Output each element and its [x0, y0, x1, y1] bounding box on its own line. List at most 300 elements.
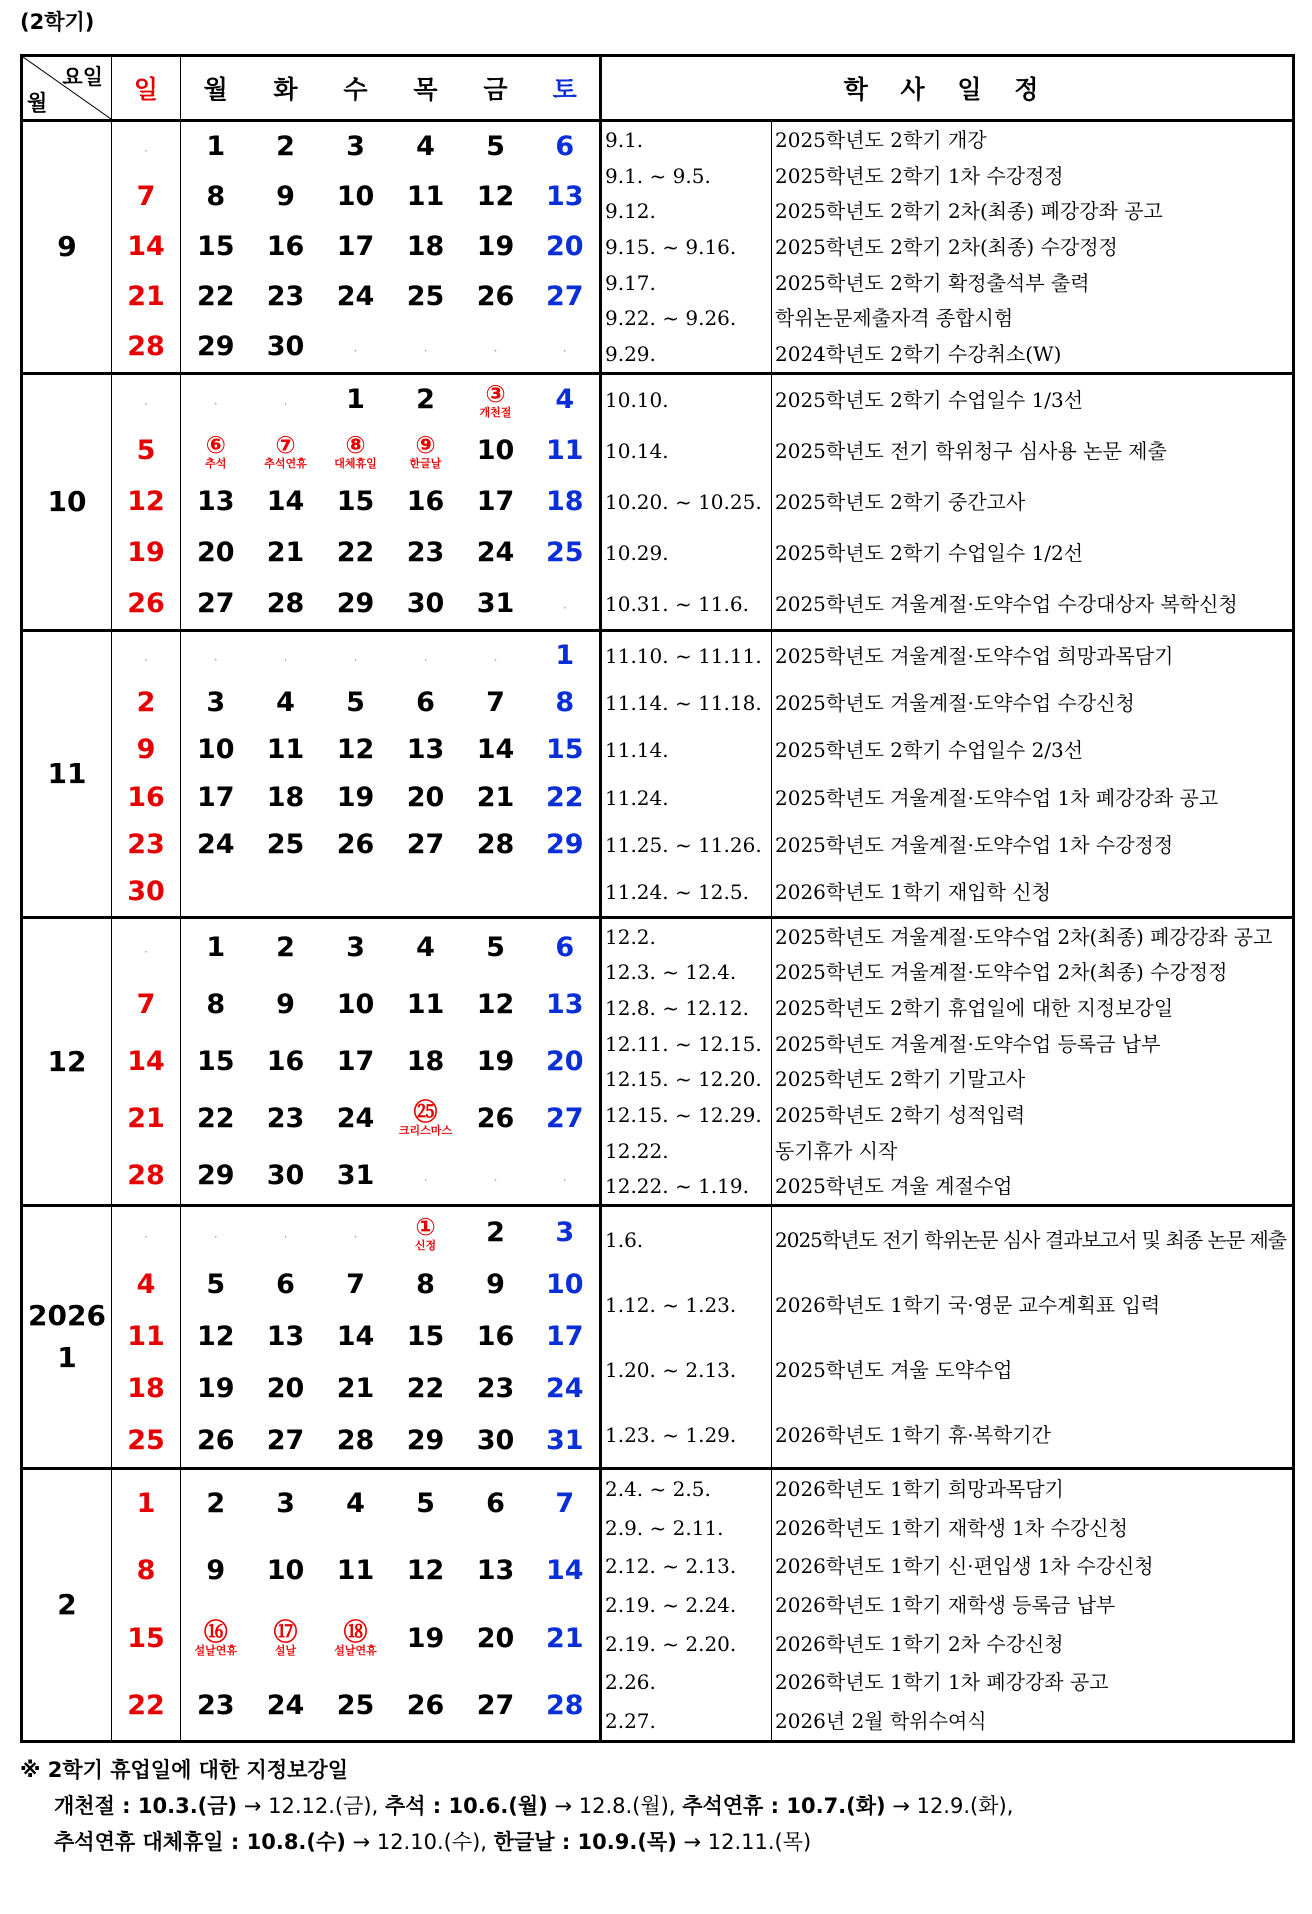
day-cell: 5: [206, 1269, 226, 1300]
event-description: 2026학년도 1학기 재학생 1차 수강신청: [775, 1515, 1128, 1540]
day-cell: 26: [476, 281, 515, 312]
event-description: 2026학년도 1학기 휴·복학기간: [775, 1422, 1051, 1447]
event-date: 2.12. ~ 2.13.: [605, 1554, 737, 1579]
day-cell: 26: [336, 828, 375, 860]
day-stack: [391, 1207, 461, 1467]
day-stack: [112, 375, 180, 629]
day-cell: 23: [266, 1102, 305, 1134]
empty-day-dot: ·: [283, 1230, 288, 1244]
day-column: [391, 1469, 461, 1742]
day-stack: [321, 632, 391, 916]
event-description: 2025학년도 겨울계절·도약수업 희망과목담기: [775, 643, 1174, 668]
day-cell: 24: [545, 1373, 584, 1404]
day-column: [391, 918, 461, 1206]
day-cell: [391, 636, 461, 676]
day-cell: 7: [136, 988, 156, 1020]
event-date: 2.4. ~ 2.5.: [605, 1477, 711, 1502]
day-cell: 9: [486, 1269, 505, 1300]
event-date: 12.22. ~ 1.19.: [605, 1174, 749, 1199]
event-dates-stack: [602, 1470, 771, 1740]
day-cell: 18: [406, 1045, 445, 1077]
day-column: [321, 374, 391, 631]
holiday-mark: [251, 431, 321, 471]
day-column: [251, 918, 321, 1206]
note-line-2: [20, 1824, 1013, 1860]
day-cell: [112, 1213, 180, 1253]
day-cell: 12: [127, 485, 165, 517]
event-dates-stack: [602, 632, 771, 916]
event-date: 9.17.: [605, 270, 656, 295]
day-cell: 20: [196, 536, 235, 568]
day-cell: 26: [406, 1690, 445, 1722]
day-cell: 29: [406, 1425, 445, 1456]
holiday-name: 대체휴일: [334, 456, 377, 470]
holiday-name: 설날: [274, 1644, 297, 1658]
day-cell: 4: [416, 131, 435, 162]
empty-day-dot: ·: [144, 144, 148, 158]
day-cell: [112, 928, 180, 968]
day-cell: 6: [555, 931, 575, 963]
day-stack: [321, 1207, 391, 1467]
event-date: 10.10.: [605, 388, 669, 413]
event-dates-column: [601, 1206, 772, 1469]
day-cell: [251, 1213, 321, 1253]
day-cell: 5: [136, 435, 156, 467]
semester-label: (2학기): [20, 10, 95, 34]
event-date: 12.3. ~ 12.4.: [605, 960, 737, 985]
day-cell: 13: [266, 1321, 305, 1352]
day-cell: 17: [196, 781, 235, 813]
holiday-mark: [251, 1619, 321, 1659]
holiday-day-cell: [321, 431, 391, 471]
day-cell: 5: [416, 1487, 435, 1519]
blank-day-cell: [251, 872, 321, 912]
event-date: 1.20. ~ 2.13.: [605, 1357, 737, 1382]
header-fri: 금: [461, 56, 531, 121]
empty-day-dot: ·: [562, 344, 567, 358]
day-cell: 8: [206, 181, 226, 212]
day-cell: 19: [196, 1373, 235, 1404]
day-cell: 22: [196, 1102, 235, 1134]
event-date: 11.24. ~ 12.5.: [605, 880, 749, 905]
day-cell: [321, 1213, 391, 1253]
day-cell: [391, 1156, 461, 1196]
header-row: [22, 56, 1294, 121]
day-stack: [251, 375, 321, 629]
day-stack: [112, 919, 180, 1204]
day-cell: 21: [266, 536, 305, 568]
event-dates-column: [601, 918, 772, 1206]
day-cell: 18: [406, 231, 445, 262]
month-label: [22, 918, 112, 1206]
day-cell: 1: [206, 931, 226, 963]
day-stack: [251, 1470, 321, 1740]
day-cell: 24: [336, 1102, 375, 1134]
day-cell: 15: [545, 734, 584, 766]
day-cell: 14: [476, 734, 515, 766]
day-cell: 24: [336, 281, 375, 312]
day-stack: [181, 1207, 251, 1467]
event-description: 2026학년도 1학기 희망과목담기: [775, 1477, 1064, 1502]
event-descriptions-stack: [772, 375, 1292, 629]
day-cell: 23: [127, 828, 165, 860]
event-descriptions-column: [772, 1206, 1294, 1469]
day-cell: 14: [336, 1321, 375, 1352]
event-description: 동기휴가 시작: [775, 1138, 898, 1163]
event-description: 2025학년도 2학기 수업일수 2/3선: [775, 738, 1084, 763]
event-date: 1.6.: [605, 1227, 644, 1252]
day-cell: [321, 636, 391, 676]
day-cell: 20: [476, 1622, 515, 1654]
day-stack: [181, 632, 251, 916]
day-column: [391, 1206, 461, 1469]
header-events-title: 학 사 일 정: [601, 56, 1294, 121]
day-cell: 11: [266, 734, 305, 766]
holiday-day-cell: [391, 431, 461, 471]
day-stack: [461, 375, 531, 629]
event-description: 2025학년도 겨울계절·도약수업 2차(최종) 수강정정: [775, 960, 1228, 985]
holiday-mark: [461, 380, 531, 420]
day-stack: [321, 122, 391, 372]
event-description: 2025학년도 겨울 도약수업: [775, 1357, 1013, 1382]
empty-day-dot: ·: [283, 397, 288, 412]
day-cell: 24: [196, 828, 235, 860]
day-cell: 19: [476, 231, 515, 262]
empty-day-dot: ·: [493, 344, 498, 358]
day-cell: 23: [406, 536, 445, 568]
event-descriptions-stack: [772, 1207, 1292, 1467]
day-stack: [181, 122, 251, 372]
holiday-name: 개천절: [479, 405, 512, 419]
holiday-circled-date: ㉕: [413, 1098, 438, 1126]
day-cell: 4: [346, 1487, 365, 1519]
day-cell: 20: [266, 1373, 305, 1404]
day-stack: [321, 919, 391, 1204]
day-cell: 9: [276, 181, 295, 212]
empty-day-dot: ·: [353, 652, 358, 667]
day-column: [112, 1206, 181, 1469]
day-column: [112, 374, 181, 631]
day-cell: 19: [406, 1622, 445, 1654]
day-column: [251, 121, 321, 374]
holiday-name: 설날연휴: [334, 1644, 377, 1658]
day-cell: 18: [545, 485, 584, 517]
month-label: [22, 1469, 112, 1742]
day-cell: 11: [545, 435, 584, 467]
event-description: 2024학년도 2학기 수강취소(W): [775, 342, 1062, 367]
holiday-day-cell: [461, 380, 531, 420]
day-stack: [531, 632, 600, 916]
day-cell: 15: [336, 485, 375, 517]
holiday-day-cell: [251, 1619, 321, 1659]
day-cell: 3: [346, 131, 365, 162]
day-stack: [251, 919, 321, 1204]
event-description: 2025학년도 2학기 2차(최종) 수강정정: [775, 234, 1118, 259]
day-cell: [531, 327, 600, 367]
note-gaecheonjeol-makeup: → 12.12.(금),: [237, 1794, 385, 1818]
day-column: [321, 1469, 391, 1742]
day-stack: [461, 919, 531, 1204]
blank-day-cell: [391, 872, 461, 912]
day-cell: 17: [476, 485, 515, 517]
empty-day-dot: ·: [213, 1230, 218, 1244]
event-description: 2026학년도 1학기 국·영문 교수계획표 입력: [775, 1292, 1161, 1317]
event-dates-column: [601, 631, 772, 918]
empty-day-dot: ·: [562, 600, 567, 615]
event-description: 2026학년도 1학기 신·편입생 1차 수강신청: [775, 1554, 1154, 1579]
corner-month-label: 월: [27, 91, 48, 115]
day-cell: 31: [336, 1159, 375, 1191]
event-description: 2025학년도 2학기 수업일수 1/2선: [775, 540, 1084, 565]
holiday-circled-date: ⑨: [415, 430, 436, 459]
day-cell: 2: [206, 1487, 226, 1519]
note-line-1: [20, 1788, 1013, 1824]
day-stack: [531, 375, 600, 629]
holiday-mark: [321, 431, 391, 471]
day-cell: 27: [545, 281, 584, 312]
day-cell: 2: [276, 131, 295, 162]
holiday-name: 한글날: [409, 456, 442, 470]
day-column: [181, 631, 251, 918]
day-column: [251, 631, 321, 918]
month-row: [22, 1469, 1294, 1742]
day-cell: 21: [127, 1102, 165, 1134]
day-cell: 28: [127, 331, 165, 362]
event-description: 2025학년도 2학기 중간고사: [775, 489, 1026, 514]
day-column: [251, 374, 321, 631]
day-cell: 31: [545, 1425, 584, 1456]
event-date: 11.10. ~ 11.11.: [605, 643, 762, 668]
holiday-circled-date: ①: [415, 1212, 436, 1241]
day-cell: 26: [196, 1425, 235, 1456]
empty-day-dot: ·: [144, 944, 148, 959]
day-column: [461, 1206, 531, 1469]
event-dates-stack: [602, 919, 771, 1204]
event-date: 10.14.: [605, 439, 669, 464]
day-cell: 12: [476, 988, 515, 1020]
day-stack: [181, 919, 251, 1204]
day-cell: [251, 380, 321, 420]
event-dates-stack: [602, 1207, 771, 1467]
day-cell: 16: [406, 485, 445, 517]
holiday-day-cell: [391, 1099, 461, 1139]
day-cell: 16: [266, 231, 305, 262]
day-cell: 13: [196, 485, 235, 517]
month-label-line: 10: [47, 485, 87, 518]
day-cell: 6: [416, 686, 435, 718]
day-cell: [181, 636, 251, 676]
day-cell: 23: [266, 281, 305, 312]
month-label-line: 9: [57, 230, 77, 263]
header-sun: 일: [112, 56, 181, 121]
empty-day-dot: ·: [423, 1172, 428, 1187]
day-cell: [112, 127, 180, 167]
empty-day-dot: ·: [283, 652, 288, 667]
event-date: 10.31. ~ 11.6.: [605, 591, 749, 616]
empty-day-dot: ·: [144, 1230, 148, 1244]
day-cell: 13: [545, 181, 584, 212]
event-description: 2025학년도 전기 학위논문 심사 결과보고서 및 최종 논문 제출: [775, 1227, 1287, 1252]
day-cell: 5: [486, 931, 505, 963]
holiday-mark: [181, 1619, 251, 1659]
day-cell: 19: [127, 536, 165, 568]
note-hangeulnal-makeup: → 12.11.(목): [676, 1830, 812, 1854]
day-column: [181, 918, 251, 1206]
event-description: 2025학년도 겨울계절·도약수업 수강신청: [775, 690, 1135, 715]
day-cell: 25: [545, 536, 584, 568]
day-cell: 2: [136, 686, 156, 718]
day-column: [112, 1469, 181, 1742]
note-chuseok-makeup: → 12.8.(월),: [547, 1794, 683, 1818]
month-label: [22, 1206, 112, 1469]
note-chuseok-holiday-makeup: → 12.9.(화),: [885, 1794, 1014, 1818]
day-cell: 11: [406, 181, 445, 212]
holiday-circled-date: ③: [485, 379, 506, 408]
empty-day-dot: ·: [353, 1230, 358, 1244]
empty-day-dot: ·: [144, 652, 148, 667]
day-column: [461, 1469, 531, 1742]
day-cell: 9: [206, 1555, 226, 1587]
day-stack: [321, 1470, 391, 1740]
header-sat: 토: [531, 56, 601, 121]
day-cell: 30: [127, 876, 165, 908]
month-label-line: 11: [47, 757, 87, 790]
day-cell: 22: [406, 1373, 445, 1404]
empty-day-dot: ·: [562, 1172, 567, 1187]
month-row: [22, 631, 1294, 918]
day-cell: [181, 380, 251, 420]
day-cell: 27: [196, 587, 235, 619]
day-cell: 6: [486, 1487, 505, 1519]
event-date: 9.15. ~ 9.16.: [605, 234, 737, 259]
note-substitute-holiday: 추석연휴 대체휴일 : 10.8.(수): [54, 1830, 346, 1854]
day-cell: 13: [406, 734, 445, 766]
day-stack: [461, 122, 531, 372]
month-label-line: 2026: [28, 1299, 106, 1332]
holiday-name: 추석연휴: [264, 456, 307, 470]
day-cell: 3: [346, 931, 365, 963]
empty-day-dot: ·: [423, 652, 428, 667]
day-cell: 16: [476, 1321, 515, 1352]
month-row: [22, 918, 1294, 1206]
day-column: [321, 121, 391, 374]
month-label: [22, 631, 112, 918]
holiday-mark: [391, 431, 461, 471]
blank-day-cell: [181, 872, 251, 912]
day-cell: 15: [406, 1321, 445, 1352]
event-descriptions-stack: [772, 919, 1292, 1204]
event-dates-column: [601, 374, 772, 631]
day-cell: [181, 1213, 251, 1253]
header-thu: 목: [391, 56, 461, 121]
day-stack: [112, 122, 180, 372]
empty-day-dot: ·: [213, 397, 218, 412]
empty-day-dot: ·: [213, 652, 218, 667]
day-cell: 21: [336, 1373, 375, 1404]
day-cell: 8: [416, 1269, 435, 1300]
day-cell: 10: [476, 435, 515, 467]
empty-day-dot: ·: [493, 652, 498, 667]
day-cell: 5: [346, 686, 365, 718]
day-cell: 2: [486, 1217, 505, 1248]
event-description: 2025학년도 겨울계절·도약수업 2차(최종) 폐강강좌 공고: [775, 924, 1273, 949]
event-date: 12.15. ~ 12.20.: [605, 1067, 762, 1092]
event-date: 12.22.: [605, 1138, 669, 1163]
header-mon: 월: [181, 56, 251, 121]
event-date: 9.1. ~ 9.5.: [605, 163, 711, 188]
day-cell: 17: [545, 1321, 584, 1352]
event-date: 9.1.: [605, 127, 644, 152]
note-hangeulnal: 한글날 : 10.9.(목): [493, 1830, 677, 1854]
day-cell: 7: [346, 1269, 365, 1300]
day-column: [391, 631, 461, 918]
day-column: [461, 374, 531, 631]
holiday-day-cell: [391, 1213, 461, 1253]
day-cell: 14: [127, 1045, 165, 1077]
day-cell: 3: [206, 686, 226, 718]
day-cell: 4: [276, 686, 295, 718]
day-cell: [461, 636, 531, 676]
day-cell: 28: [266, 587, 305, 619]
event-date: 2.27.: [605, 1708, 656, 1733]
empty-day-dot: ·: [353, 344, 358, 358]
day-column: [321, 918, 391, 1206]
day-column: [112, 918, 181, 1206]
day-cell: 10: [266, 1555, 305, 1587]
event-description: 2025학년도 2학기 2차(최종) 폐강강좌 공고: [775, 199, 1163, 224]
note-chuseok-holiday: 추석연휴 : 10.7.(화): [682, 1794, 886, 1818]
day-cell: 29: [336, 587, 375, 619]
day-cell: 20: [545, 1045, 584, 1077]
event-description: 2026학년도 1학기 2차 수강신청: [775, 1631, 1064, 1656]
holiday-circled-date: ⑥: [205, 430, 226, 459]
event-description: 2026년 2월 학위수여식: [775, 1708, 987, 1733]
day-cell: 4: [555, 384, 575, 416]
day-cell: 1: [136, 1487, 156, 1519]
day-cell: 10: [196, 734, 235, 766]
event-description: 2025학년도 겨울계절·도약수업 1차 수강정정: [775, 832, 1174, 857]
month-label-line: 12: [47, 1044, 87, 1078]
holiday-mark: [391, 1213, 461, 1253]
empty-day-dot: ·: [493, 1172, 498, 1187]
holiday-day-cell: [181, 1619, 251, 1659]
event-date: 10.20. ~ 10.25.: [605, 489, 762, 514]
day-column: [112, 121, 181, 374]
event-descriptions-column: [772, 121, 1294, 374]
day-cell: 14: [266, 485, 305, 517]
event-date: 12.2.: [605, 924, 656, 949]
day-cell: 15: [127, 1622, 165, 1654]
day-stack: [531, 122, 600, 372]
day-column: [391, 121, 461, 374]
day-column: [112, 631, 181, 918]
event-date: 2.9. ~ 2.11.: [605, 1515, 724, 1540]
event-description: 2025학년도 2학기 기말고사: [775, 1067, 1026, 1092]
day-cell: 12: [406, 1555, 445, 1587]
day-cell: 10: [336, 988, 375, 1020]
day-stack: [112, 1470, 180, 1740]
day-cell: 9: [276, 988, 295, 1020]
event-description: 학위논문제출자격 종합시험: [775, 306, 1014, 331]
day-column: [531, 631, 601, 918]
day-column: [531, 1469, 601, 1742]
blank-day-cell: [321, 872, 391, 912]
day-column: [531, 1206, 601, 1469]
day-cell: 21: [545, 1622, 584, 1654]
day-cell: 30: [266, 331, 305, 362]
day-cell: 6: [276, 1269, 295, 1300]
blank-day-cell: [531, 872, 600, 912]
